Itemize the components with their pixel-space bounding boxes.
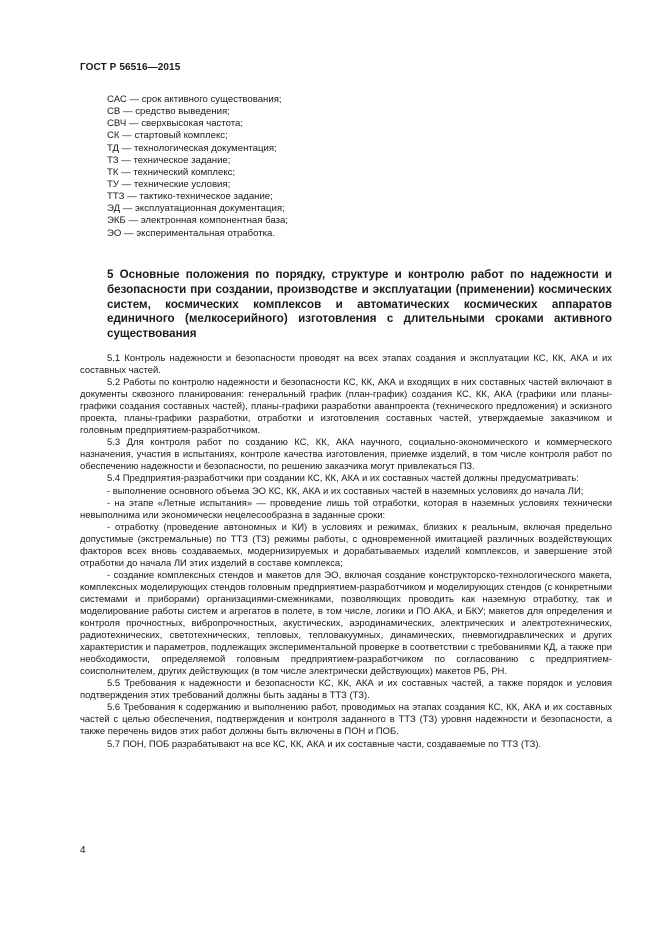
abbreviation-item: ТТЗ — тактико-техническое задание; (107, 191, 273, 203)
paragraph-5-7: 5.7 ПОН, ПОБ разрабатывают на все КС, КК, АКА и их составные части, создаваемые по ТТЗ (ТЗ). (107, 738, 542, 750)
paragraph-5-4: 5.4 Предприятия-разработчики при создании КС, КК, АКА и их составных частей должны предусматривать: (107, 473, 579, 485)
paragraph-5-1: 5.1 Контроль надежности и безопасности проводят на всех этапах создания и эксплуатации КС, КК, АКА и их составных частей. (80, 353, 612, 377)
abbreviation-item: ТК — технический комплекс; (107, 166, 236, 178)
abbreviation-item: ЭО — экспериментальная отработка. (107, 227, 276, 239)
abbreviation-item: СК — стартовый комплекс; (107, 130, 228, 142)
abbreviation-item: ЭД — эксплуатационная документация; (107, 203, 285, 215)
list-item: - на этапе «Летные испытания» — проведение лишь той отработки, которая в наземных условиях технически невыполнима или экономически нецелесообразна в заданные сроки: (80, 497, 612, 521)
list-item: - отработку (проведение автономных и КИ) в условиях и режимах, близких к реальным, включая предельно допустимые (экстремальные) по ТТЗ (ТЗ) режимы работы, с одновременной имитацией различных воздействующих факторов всех вновь создаваемых, модернизируемых и дорабатываемых изделий комплексов, и завершение этой отработки до начала ЛИ этих изделий в составе комплекса; (80, 521, 612, 569)
abbreviation-item: СВЧ — сверхвысокая частота; (107, 118, 244, 130)
paragraph-5-2: 5.2 Работы по контролю надежности и безопасности КС, КК, АКА и входящих в них составных частей включают в документы сквозного планирования: генеральный график (план-график) создания КС, КК, АКА (графики или планы-графики создания составных частей), планы-графики разработки аванпроекта (технического предложения) и эскизного проекта, планы-графики разработки, отработки и изготовления составных частей, утверждаемые заказчиком и головным предприятием-разработчиком. (80, 377, 612, 437)
list-item: - создание комплексных стендов и макетов для ЭО, включая создание конструкторско-технологического макета, комплексных моделирующих стендов головным предприятием-разработчиком и моделирующих стендов (с конкретными системами и приборами) организациями-смежниками, позволяющих проводить как наземную отработку, так и моделирование работы систем и агрегатов в полете, в том числе, логики и ПО АКА, и БКУ; макетов для определения и контроля прочностных, вибропрочностных, акустических, аэродинамических, электрических и электротехнических, радиотехнических, светотехнических, тепловых, тепловакуумных, динамических, пневмогидравлических и других характеристик и параметров, подлежащих экспериментальной проверке в соответствии с требованиями КД, а также при необходимости, определяемой головным предприятием-разработчиком по согласованию с предприятием-соисполнителем, других действующих (в том числе электрически действующих) макетов РБ, РН. (80, 569, 612, 678)
list-item: - выполнение основного объема ЭО КС, КК, АКА и их составных частей в наземных условиях до начала ЛИ; (107, 485, 584, 497)
page-number: 4 (80, 845, 86, 856)
section-title: 5 Основные положения по порядку, структуре и контролю работ по надежности и безопасности при создании, производстве и эксплуатации (применении) космических систем, космических комплексов и автоматических космических аппаратов единичного (мелкосерийного) изготовления с длительными сроками активного существования (107, 268, 612, 341)
abbreviation-item: ТЗ — техническое задание; (107, 154, 231, 166)
paragraph-5-3: 5.3 Для контроля работ по созданию КС, КК, АКА научного, социально-экономического и коммерческого назначения, участия в испытаниях, контроле качества изготовления, приемке изделий, в том числе контроля работ по обеспечению надежности и безопасности, по решению заказчика могут привлекаться ПЗ. (80, 437, 612, 473)
section-body (80, 353, 612, 751)
abbreviation-item: ТУ — технические условия; (107, 178, 231, 190)
paragraph-5-5: 5.5 Требования к надежности и безопасности КС, КК, АКА и их составных частей, а также порядок и условия подтверждения этих требований должны быть заданы в ТТЗ (ТЗ). (80, 678, 612, 702)
abbreviation-item: ТД — технологическая документация; (107, 142, 277, 154)
abbreviation-item: СВ — средство выведения; (107, 106, 230, 118)
abbreviation-list (107, 94, 527, 240)
document-header: ГОСТ Р 56516—2015 (80, 62, 181, 73)
abbreviation-item: САС — срок активного существования; (107, 94, 282, 105)
paragraph-5-6: 5.6 Требования к содержанию и выполнению работ, проводимых на этапах создания КС, КК, АКА и их составных частей с целью обеспечения, подтверждения и контроля заданного в ТТЗ (ТЗ) уровня надежности и безопасности, а также перечень видов этих работ должны быть включены в ПОН и ПОБ. (80, 702, 612, 738)
abbreviation-item: ЭКБ — электронная компонентная база; (107, 215, 288, 227)
